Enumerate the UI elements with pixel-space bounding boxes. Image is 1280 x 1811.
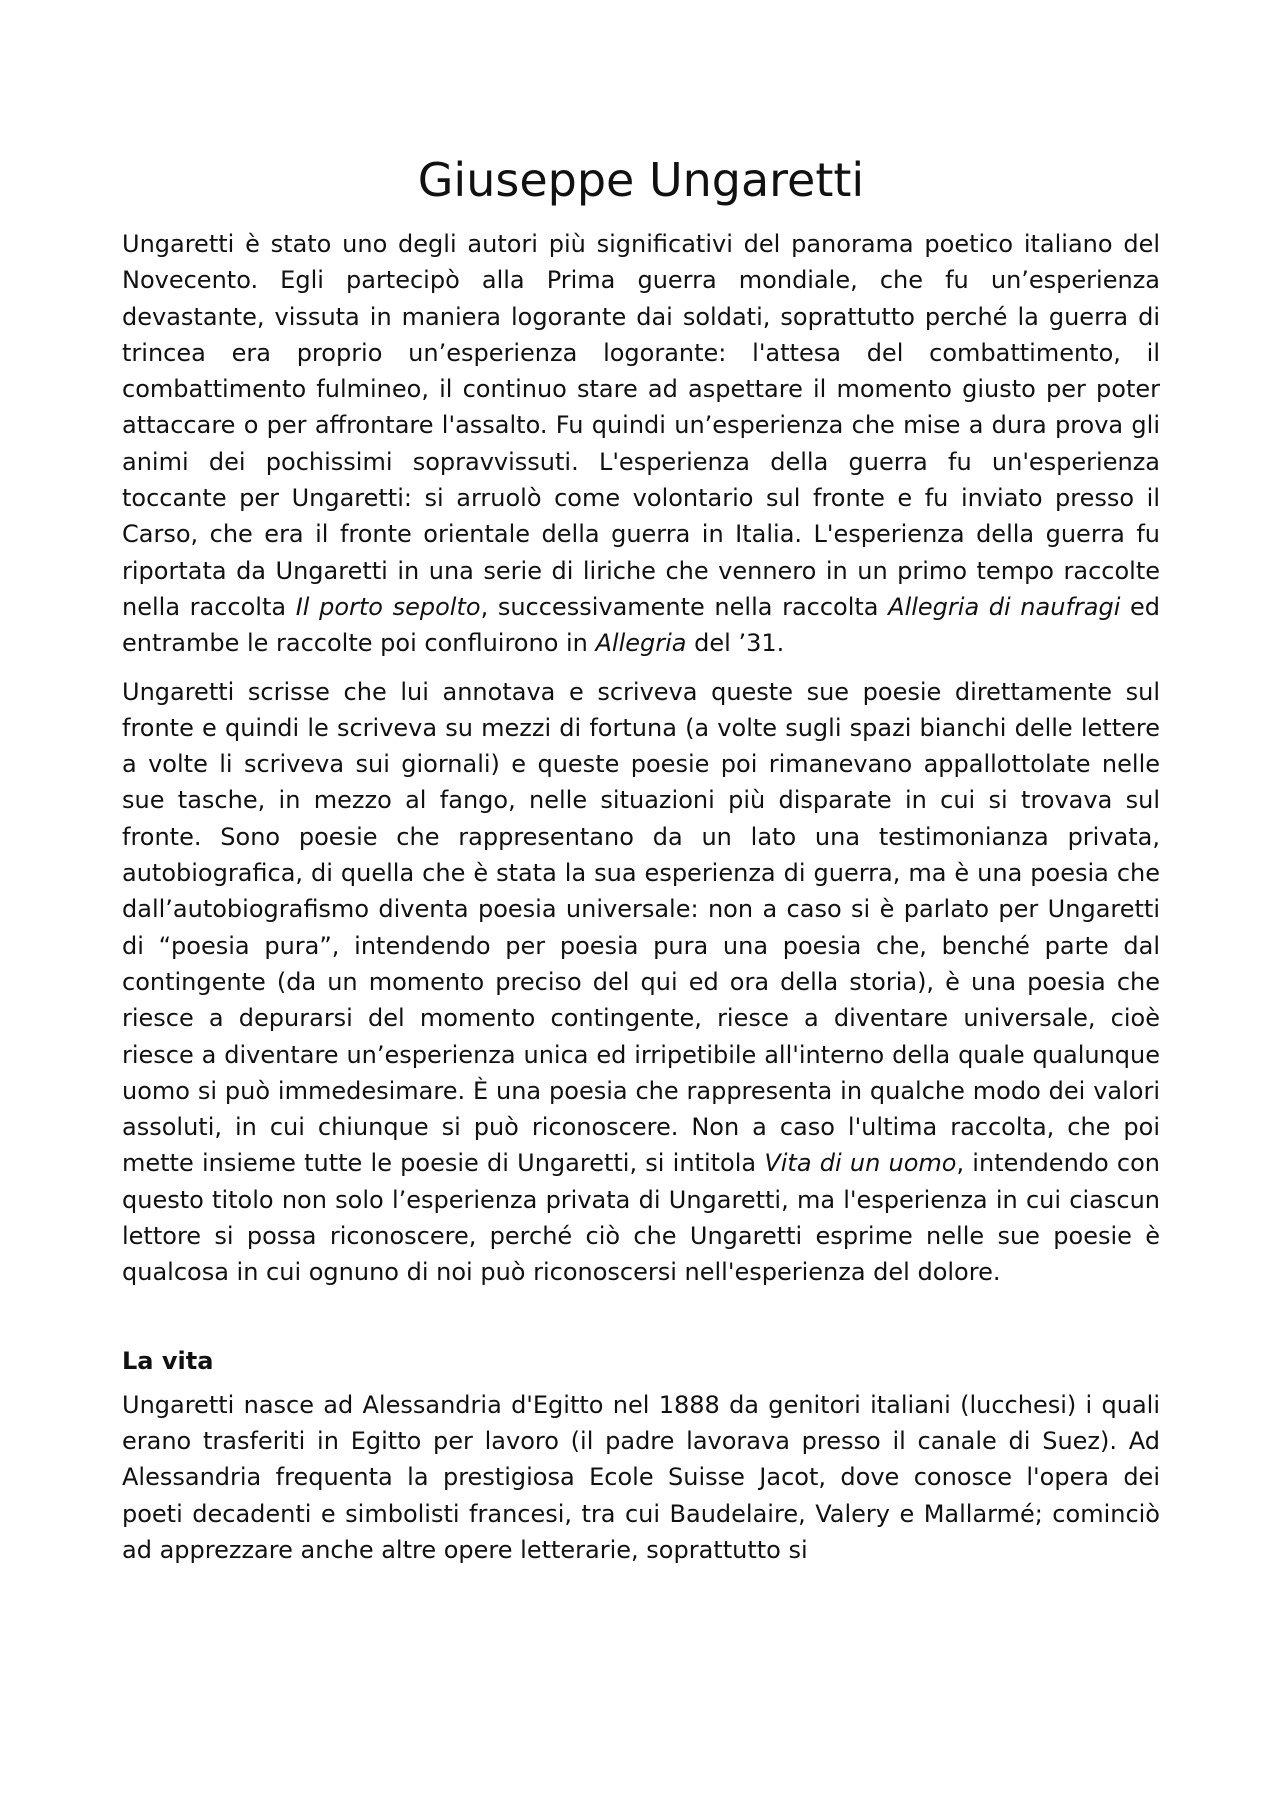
document-page [122,0,1160,1811]
paragraph-text: , intendendo con questo titolo non solo l’esperienza privata di Ungaretti, ma l'esperienza in cui ciascun lettore si possa riconoscere, perché ciò che Ungaretti esprime nelle sue poesie è qualcosa in cui ognuno di noi può riconoscersi nell'esperienza del dolore. [122,1149,1161,1287]
section-heading: La vita [122,1346,214,1375]
italic-title-text: Allegria [595,629,687,658]
italic-title-text: Il porto sepolto [295,592,481,621]
italic-title-text: Vita di un uomo [764,1149,957,1178]
paragraph-text: Ungaretti è stato uno degli autori più significativi del panorama poetico italiano del Novecento. Egli partecipò alla Prima guerra mondiale, che fu un’esperienza devastante, vissuta in maniera logorante dai soldati, soprattutto perché la guerra di trincea era proprio un’esperienza logorante: l'attesa del combattimento, il combattimento fulmineo, il continuo stare ad aspettare il momento giusto per poter attaccare o per affrontare l'assalto. Fu quindi un’esperienza che mise a dura prova gli animi dei pochissimi sopravvissuti. L'esperienza della guerra fu un'esperienza toccante per Ungaretti: si arruolò come volontario sul fronte e fu inviato presso il Carso, che era il fronte orientale della guerra in Italia. L'esperienza della guerra fu riportata da Ungaretti in una serie di liriche che vennero in un primo tempo raccolte nella raccolta [122,230,1160,621]
paragraph [122,1387,1160,1568]
paragraph-text: Ungaretti scrisse che lui annotava e scriveva queste sue poesie direttamente sul fronte e quindi le scriveva su mezzi di fortuna (a volte sugli spazi bianchi delle lettere a volte li scriveva sui giornali) e queste poesie poi rimanevano appallottolate nelle sue tasche, in mezzo al fango, nelle situazioni più disparate in cui si trovava sul fronte. Sono poesie che rappresentano da un lato una testimonianza privata, autobiografica, di quella che è stata la sua esperienza di guerra, ma è una poesia che dall’autobiografismo diventa poesia universale: non a caso si è parlato per Ungaretti di “poesia pura”, intendendo per poesia pura una poesia che, benché parte dal contingente (da un momento preciso del qui ed ora della storia), è una poesia che riesce a depurarsi del momento contingente, riesce a diventare universale, cioè riesce a diventare un’esperienza unica ed irripetibile all'interno della quale qualunque uomo si può immedesimare. È una poesia che rappresenta in qualche modo dei valori assoluti, in cui chiunque si può riconoscere. Non a caso l'ultima raccolta, che poi mette insieme tutte le poesie di Ungaretti, si intitola [122,677,1160,1178]
document-body [122,226,1160,1580]
paragraph [122,226,1160,662]
paragraph-text: del ’31. [686,629,785,658]
paragraph-text: Ungaretti nasce ad Alessandria d'Egitto nel 1888 da genitori italiani (lucchesi) i quali erano trasferiti in Egitto per lavoro (il padre lavorava presso il canale di Suez). Ad Alessandria frequenta la prestigiosa Ecole Suisse Jacot, dove conosce l'opera dei poeti decadenti e simbolisti francesi, tra cui Baudelaire, Valery e Mallarmé; cominciò ad apprezzare anche altre opere letterarie, soprattutto si [122,1390,1160,1564]
italic-title-text: Allegria di naufragi [888,592,1121,621]
page-title: Giuseppe Ungaretti [417,153,865,207]
paragraph [122,674,1160,1291]
paragraph-text: ed entrambe le raccolte poi confluirono in [122,592,1161,658]
paragraph-text: , successivamente nella raccolta [480,592,889,621]
